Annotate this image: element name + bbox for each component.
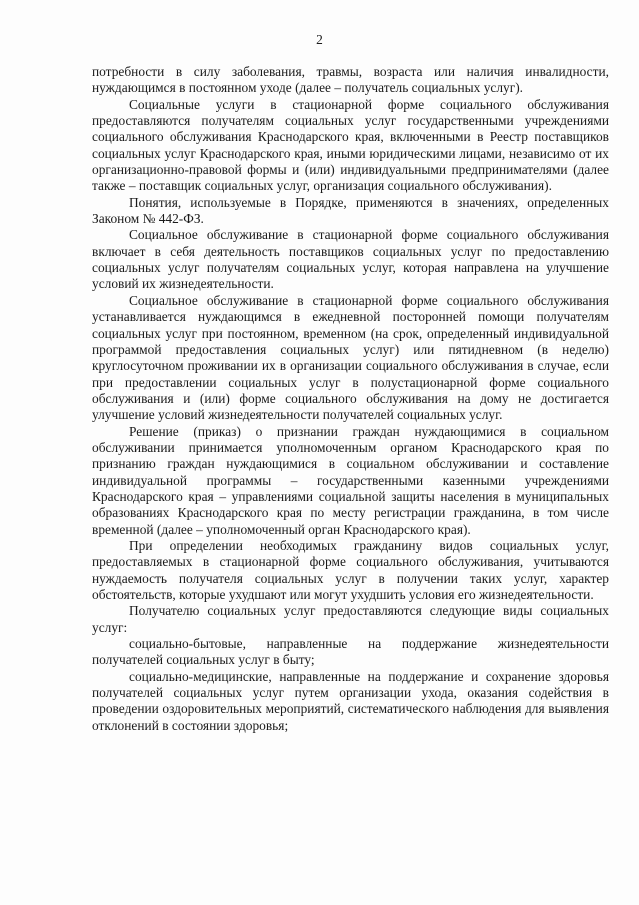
paragraph-decision: Решение (приказ) о признании граждан нуждающимися в социальном обслуживании принимается уполномоченным органом Краснодарского края по признанию граждан нуждающимися в социальном обслуживании и составление индивидуальной программы – государственными казенными учреждениями Краснодарского края – управлениями социальной защиты населения в муниципальных образованиях Краснодарского края по месту регистрации гражданина, в том числе временной (далее – уполномоченный орган Краснодарского края).: [92, 423, 609, 537]
page-number: 2: [316, 32, 323, 47]
paragraph-service-types-intro: Получателю социальных услуг предоставляются следующие виды социальных услуг:: [92, 603, 609, 635]
document-body: [92, 64, 609, 734]
list-item-social-household: социально-бытовые, направленные на поддержание жизнедеятельности получателей социальных услуг в быту;: [92, 636, 609, 668]
list-item-social-medical: социально-медицинские, направленные на поддержание и сохранение здоровья получателей социальных услуг путем организации ухода, оказания содействия в проведении оздоровительных мероприятий, систематического наблюдения для выявления отклонений в состоянии здоровья;: [92, 668, 609, 733]
paragraph-eligibility: Социальное обслуживание в стационарной форме социального обслуживания устанавливается нуждающимся в ежедневной посторонней помощи получателям социальных услуг при постоянном, временном (на срок, определенный индивидуальной программой предоставления социальных услуг) или пятидневном (в неделю) круглосуточном проживании их в организации социального обслуживания в случае, если при предоставлении социальных услуг в полустационарной форме социального обслуживания и (или) форме социального обслуживания на дому не достигается улучшение условий жизнедеятельности получателей социальных услуг.: [92, 292, 609, 423]
paragraph-service-scope: Социальное обслуживание в стационарной форме социального обслуживания включает в себя деятельность поставщиков социальных услуг по предоставлению социальных услуг получателям социальных услуг, которая направлена на улучшение условий их жизнедеятельности.: [92, 227, 609, 292]
paragraph-definitions: Понятия, используемые в Порядке, применяются в значениях, определенных Законом № 442-ФЗ.: [92, 194, 609, 227]
paragraph-service-providers: Социальные услуги в стационарной форме социального обслуживания предоставляются получателям социальных услуг государственными учреждениями социального обслуживания Краснодарского края, включенными в Реестр поставщиков социальных услуг Краснодарского края, иными юридическими лицами, независимо от их организационно-правовой формы и (или) индивидуальными предпринимателями (далее также – поставщик социальных услуг, организация социального обслуживания).: [92, 96, 609, 194]
paragraph-continuation: потребности в силу заболевания, травмы, возраста или наличия инвалидности, нуждающимся в постоянном уходе (далее – получатель социальных услуг).: [92, 64, 609, 96]
paragraph-service-types-criteria: При определении необходимых гражданину видов социальных услуг, предоставляемых в стационарной форме социального обслуживания, учитываются нуждаемость получателя социальных услуг в получении таких услуг, характер обстоятельств, которые ухудшают или могут ухудшить условия его жизнедеятельности.: [92, 537, 609, 602]
